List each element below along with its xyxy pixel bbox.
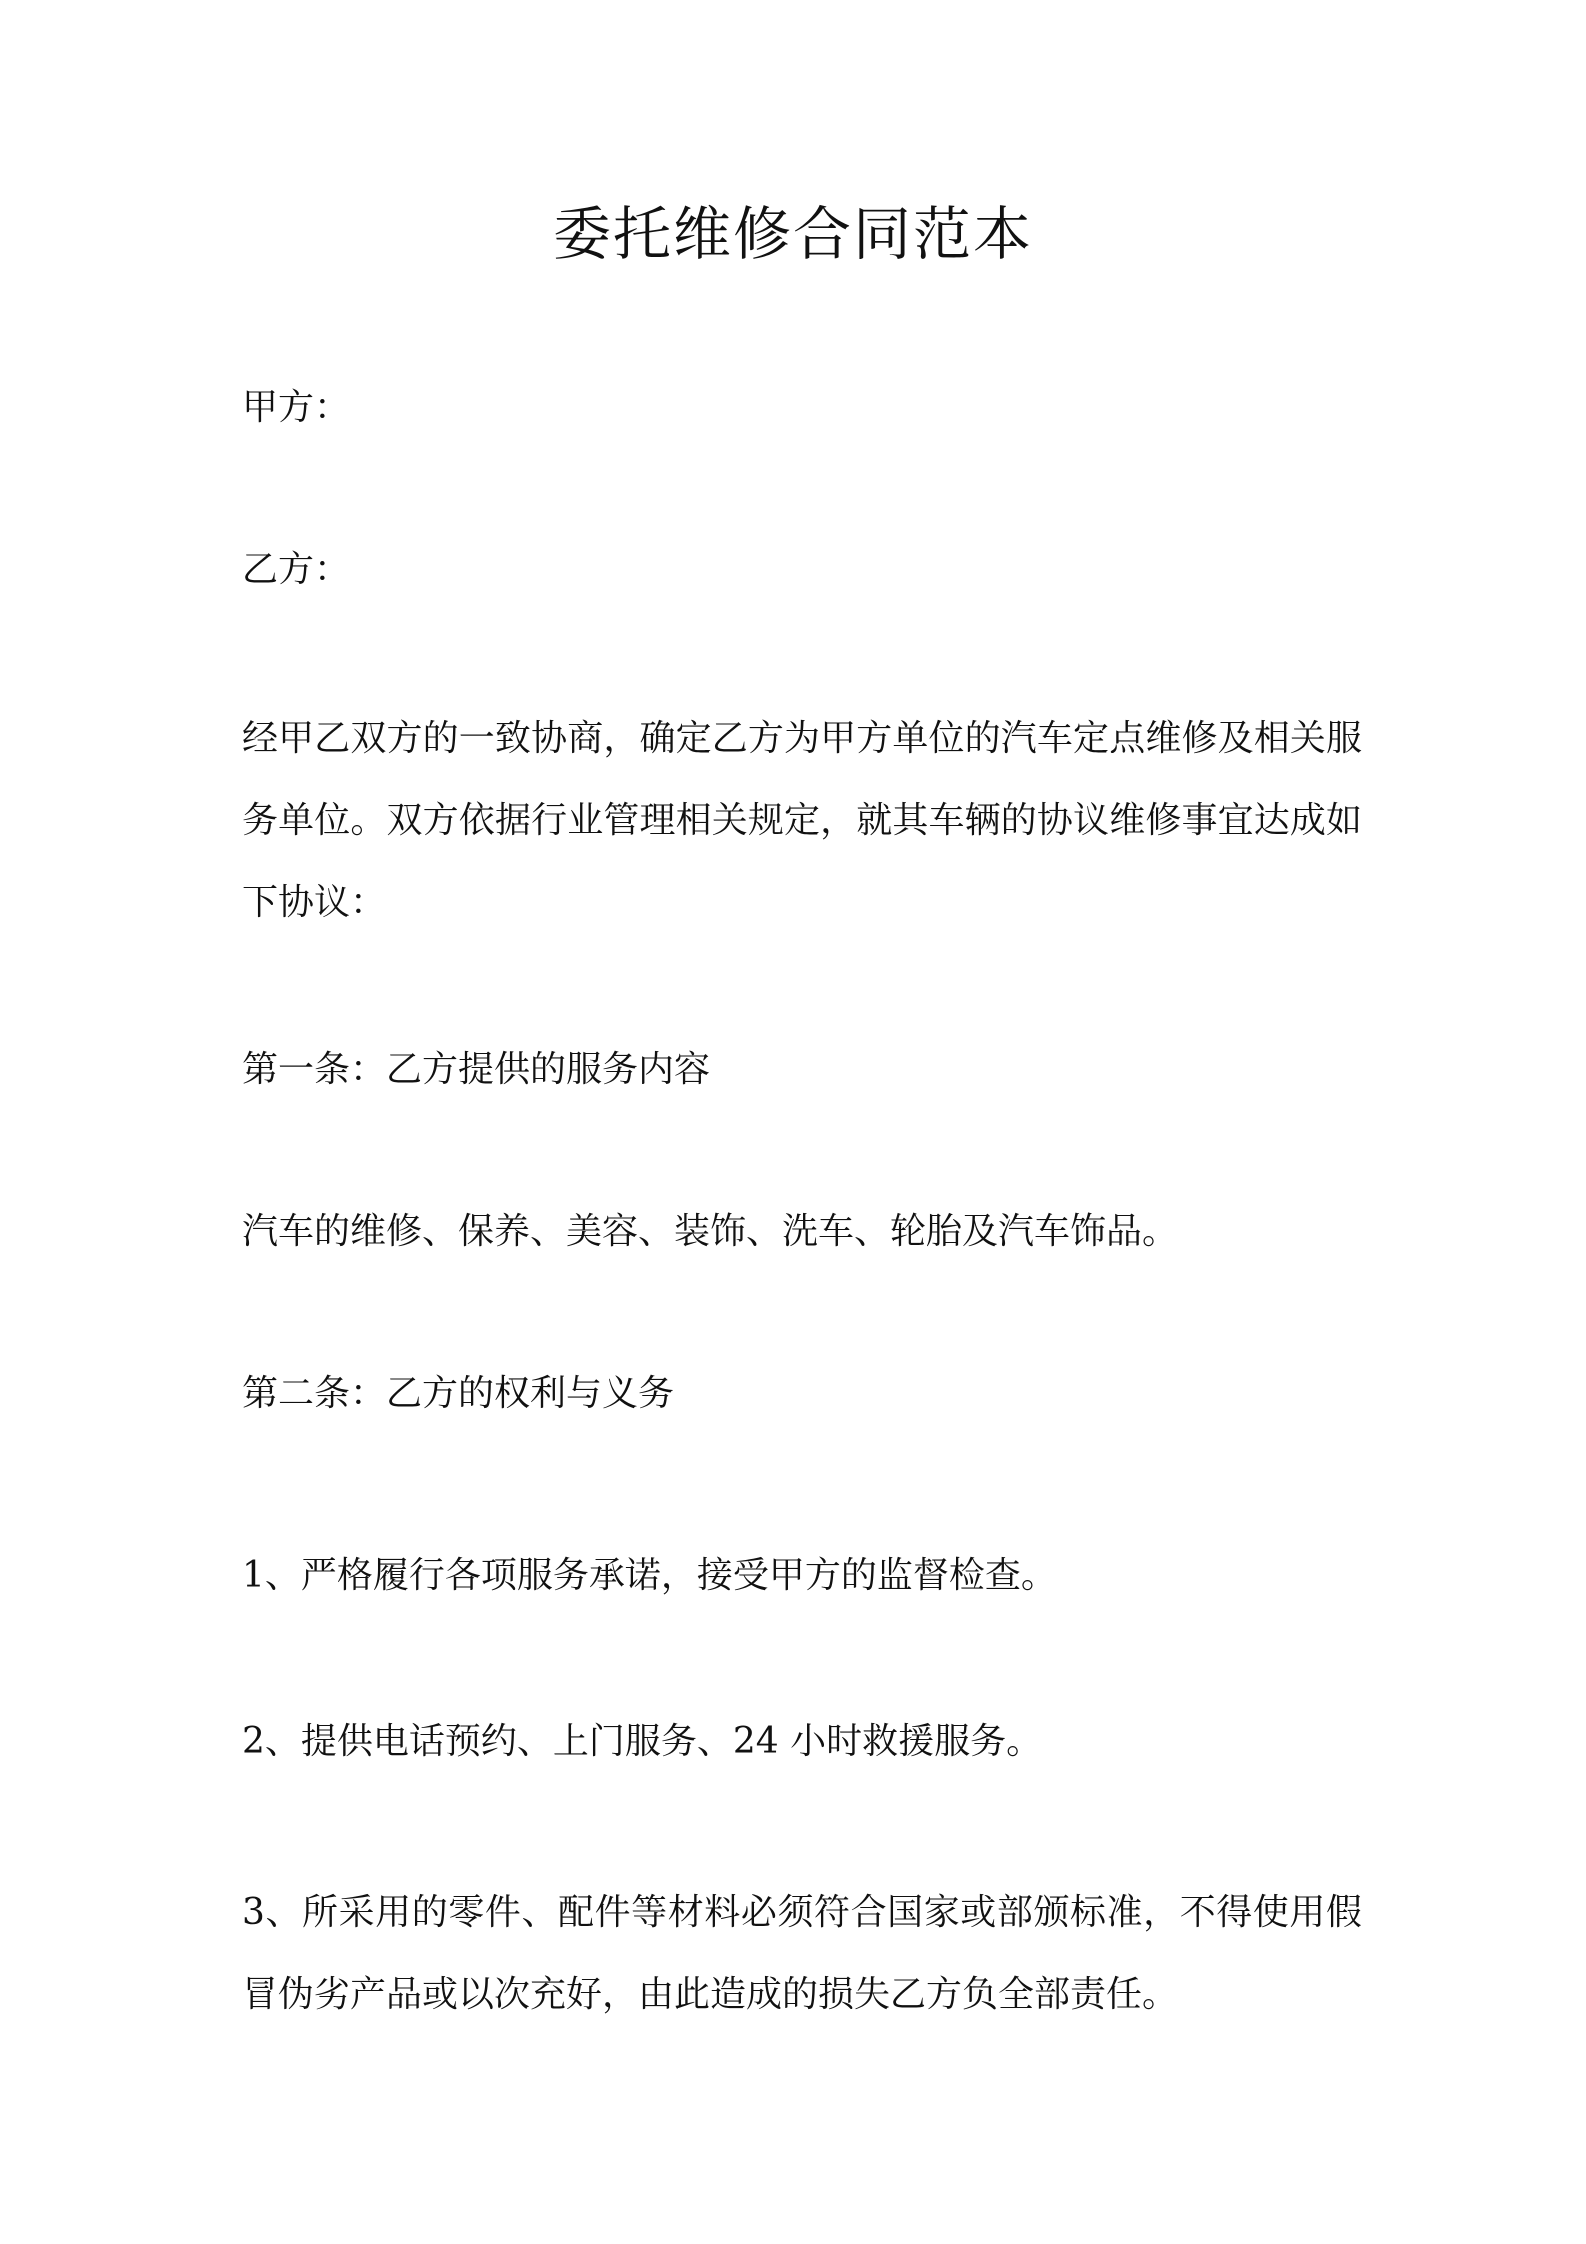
article1-heading: 第一条：乙方提供的服务内容 [242, 1049, 711, 1090]
intro-paragraph: 经甲乙双方的一致协商，确定乙方为甲方单位的汽车定点维修及相关服务单位。双方依据行业管理相关规定，就其车辆的协议维修事宜达成如下协议： [242, 718, 1362, 923]
article1-body: 汽车的维修、保养、美容、装饰、洗车、轮胎及汽车饰品。 [242, 1211, 1179, 1252]
party-a-label: 甲方： [242, 387, 351, 428]
document-title: 委托维修合同范本 [552, 200, 1033, 268]
article2-item-1: 1、严格履行各项服务承诺，接受甲方的监督检查。 [242, 1555, 1057, 1596]
party-b-label: 乙方： [242, 549, 351, 590]
article2-item-3: 3、所采用的零件、配件等材料必须符合国家或部颁标准，不得使用假冒伪劣产品或以次充好，由此造成的损失乙方负全部责任。 [242, 1892, 1362, 2015]
article2-item-2: 2、提供电话预约、上门服务、24 小时救援服务。 [242, 1721, 1043, 1762]
article2-heading: 第二条：乙方的权利与义务 [242, 1373, 675, 1414]
